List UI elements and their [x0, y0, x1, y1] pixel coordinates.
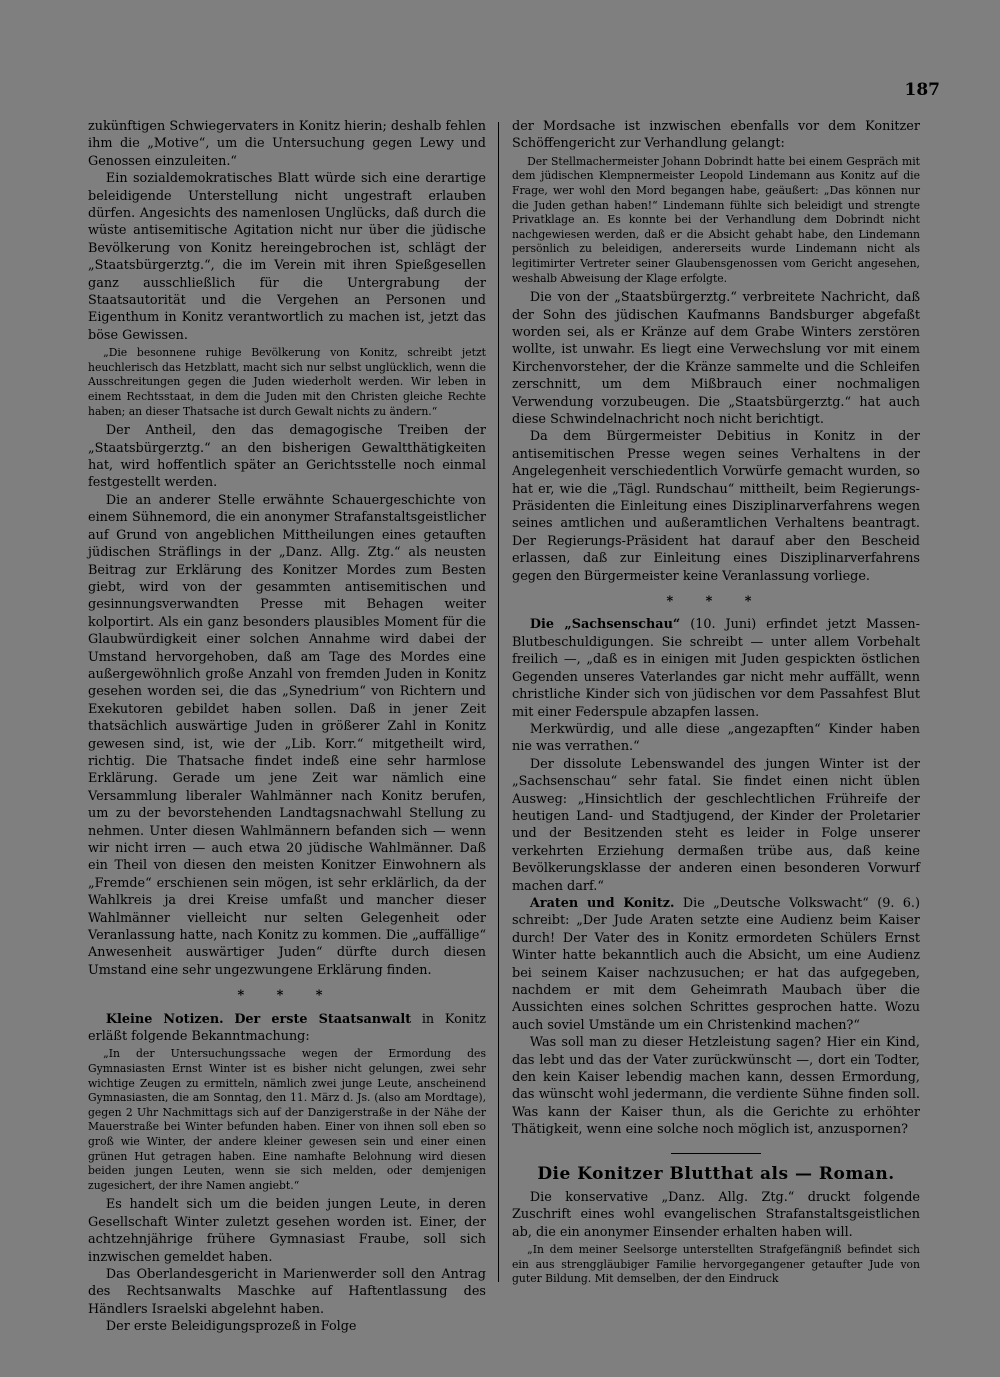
- paragraph: der Mordsache ist inzwischen ebenfalls vor dem Konitzer Schöffengericht zur Verhandlung gelangt:: [512, 119, 920, 152]
- paragraph-sachsenschau: [512, 616, 920, 720]
- horizontal-rule: [671, 1153, 761, 1154]
- paragraph: Der dissolute Lebenswandel des jungen Winter ist der „Sachsenschau“ sehr fatal. Sie findet einen nicht üblen Ausweg: „Hinsichtlich der geschlechtlichen Frühreife der heutigen Land- und Stadtjugend, der Kinder der Proletarier und der Besitzenden steht es leider in Folge unserer verkehrten Erziehung dermaßen trübe aus, daß keine Bevölkerungsklasse der anderen einen besonderen Vorwurf machen darf.“: [512, 756, 920, 894]
- heading-kleine-notizen: Kleine Notizen.: [105, 1011, 224, 1027]
- paragraph-text: (10. Juni) erfindet jetzt Massen-Blutbeschuldigungen. Sie schreibt — unter allem Vorbehalt freilich —, „daß es in einigen mit Juden gespickten östlichen Gegenden unseres Vaterlandes gar nicht mehr auffällt, wenn christliche Kinder sich von jüdischen vor dem Passahfest Blut mit einer Federspule abzapfen lassen.: [512, 617, 920, 720]
- heading-sachsenschau: Die „Sachsenschau“: [529, 617, 681, 633]
- paragraph: Der Antheil, den das demagogische Treiben der „Staatsbürgerztg.“ an den bisherigen Gewaltthätigkeiten hat, wird hoffentlich später an Gerichtsstelle noch einmal festgestellt werden.: [88, 423, 486, 491]
- heading-araten: Araten und Konitz.: [529, 895, 675, 911]
- page-number: 187: [904, 80, 940, 100]
- paragraph: Merkwürdig, und alle diese „angezapften“ Kinder haben nie was verrathen.“: [512, 721, 920, 755]
- paragraph: Die von der „Staatsbürgerztg.“ verbreitete Nachricht, daß der Sohn des jüdischen Kaufmanns Bandsburger abgefaßt worden sei, als er Kränze auf dem Grabe Winters zerstören wollte, ist unwahr. Es liegt eine Verwechslung vor mit einem Kirchenvorsteher, der die Kränze sammelte und die Schleifen zerschnitt, um dem Mißbrauch einer nochmaligen Verwendung vorzubeugen. Die „Staatsbürgerztg.“ hat auch diese Schwindelnachricht noch nicht berichtigt.: [512, 290, 920, 427]
- paragraph: Die an anderer Stelle erwähnte Schauergeschichte von einem Sühnemord, die ein anonymer Strafanstaltsgeistlicher auf Grund von angeblichen Mittheilungen eines getauften jüdischen Sträflings in der „Danz. Allg. Ztg.“ als neusten Beitrag zur Erklärung des Konitzer Mordes zum Besten giebt, wird von der gesammten antisemitischen und gesinnungsverwandten Presse mit Behagen weiter kolportirt. Als ein ganz besonders plausibles Moment für die Glaubwürdigkeit einer solchen Annahme wird dabei der Umstand hervorgehoben, daß am Tage des Mordes eine außergewöhnlich große Anzahl von fremden Juden in Konitz gesehen worden sei, die das „Synedrium“ von Richtern und Exekutoren gebildet haben sollen. Daß in jener Zeit thatsächlich auswärtige Juden in größerer Zahl in Konitz gewesen sind, ist, wie der „Lib. Korr.“ mitgetheilt wird, richtig. Die Thatsache findet indeß eine sehr harmlose Erklärung. Gerade um jene Zeit war nämlich eine Versammlung liberaler Wahlmänner nach Konitz berufen, um zu der bevorstehenden Landtagsnachwahl Stellung zu nehmen. Unter diesen Wahlmännern befanden sich — wenn wir nicht irren — auch etwa 20 jüdische Wahlmänner. Daß ein Theil von diesen den meisten Konitzer Einwohnern als „Fremde“ erschienen sein mögen, ist sehr erklärlich, da der Wahlkreis ja drei Kreise umfaßt und mancher dieser Wahlmänner vielleicht nur selten Gelegenheit oder Veranlassung hatte, nach Konitz zu kommen. Die „auffällige“ Anwesenheit auswärtiger Juden“ dürfte durch diesen Umstand eine sehr ungezwungene Erklärung finden.: [88, 492, 486, 978]
- paragraph-kleine-notizen: [88, 1011, 486, 1046]
- paragraph-text: Die „Deutsche Volkswacht“ (9. 6.) schreibt: „Der Jude Araten setzte eine Audienz beim Kaiser durch! Der Vater des in Konitz ermordeten Schülers Ernst Winter hatte bekanntlich auch die Absicht, um eine Audienz bei seinem Kaiser nachzusuchen; er hat das aufgegeben, nachdem er mit dem Geheimrath Maubach über die Aussichten eines solchen Schrittes gesprochen hatte. Wozu auch soviel Umstände um ein Christenkind machen?“: [512, 895, 920, 1033]
- quotation: Der Stellmachermeister Johann Dobrindt hatte bei einem Gespräch mit dem jüdischen Klempnermeister Leopold Lindemann aus Konitz auf die Frage, wer wohl den Mord begangen habe, geäußert: „Das können nur die Juden gethan haben!“ Lindemann fühlte sich beleidigt und strengte Privatklage an. Es konnte bei der Verhandlung dem Dobrindt nicht nachgewiesen werden, daß er die Absicht gehabt habe, den Lindemann persönlich zu beleidigen, andererseits wurde Lindemann nicht als legitimirter Vertreter seiner Glaubensgenossen vom Gericht angesehen, weshalb Abweisung der Klage erfolgte.: [512, 154, 920, 285]
- right-column: [512, 118, 920, 1298]
- paragraph: Es handelt sich um die beiden jungen Leute, in deren Gesellschaft Winter zuletzt gesehen worden ist. Einer, der achtzehnjährige frühere Gymnasiast Fraube, soll sich inzwischen gemeldet haben.: [88, 1197, 486, 1265]
- quotation: „Die besonnene ruhige Bevölkerung von Konitz, schreibt jetzt heuchlerisch das Hetzblatt, macht sich nur selbst unglücklich, wenn die Ausschreitungen gegen die Juden wiederholt werden. Wir leben in einem Rechtsstaat, in dem die Juden mit den Christen gleiche Rechte haben; an dieser Thatsache ist durch Gewalt nichts zu ändern.“: [88, 346, 486, 418]
- paragraph: Ein sozialdemokratisches Blatt würde sich eine derartige beleidigende Unterstellung nicht ungestraft erlauben dürfen. Angesichts des namenlosen Unglücks, daß durch die wüste antisemitische Agitation nicht nur über die jüdische Bevölkerung von Konitz hereingebrochen ist, schlägt der „Staatsbürgerztg.“, die im Verein mit ihren Spießgesellen ganz ausschließlich für die Untergrabung der Staatsautorität und die Vergehen an Personen und Eigenthum in Konitz verantwortlich zu machen ist, jetzt das böse Gewissen.: [88, 171, 486, 343]
- section-separator: * * *: [237, 988, 337, 1004]
- paragraph: Die konservative „Danz. Allg. Ztg.“ druckt folgende Zuschrift eines wohl evangelischen Strafanstaltsgeistlichen ab, die ein anonymer Einsender erhalten haben will.: [512, 1190, 920, 1240]
- section-separator: * * *: [666, 594, 766, 610]
- paragraph: zukünftigen Schwiegervaters in Konitz hierin; deshalb fehlen ihm die „Motive“, um die Untersuchung gegen Lewy und Genossen einzuleiten.“: [88, 119, 486, 169]
- left-column: [88, 118, 487, 1335]
- quotation: „In dem meiner Seelsorge unterstellten Strafgefängniß befindet sich ein aus strenggläubiger Familie hervorgegangener getaufter Jude von guter Bildung. Mit demselben, der den Eindruck: [512, 1243, 920, 1286]
- paragraph-araten: [512, 895, 920, 1034]
- paragraph: Das Oberlandesgericht in Marienwerder soll den Antrag des Rechtsanwalts Maschke auf Haftentlassung des Händlers Israelski abgelehnt haben.: [88, 1267, 486, 1317]
- column-divider: [498, 122, 499, 1282]
- paragraph: Was soll man zu dieser Hetzleistung sagen? Hier ein Kind, das lebt und das der Vater zurückwünscht —, dort ein Todter, den kein Kaiser lebendig machen kann, dessen Ermordung, das wünscht wohl jedermann, die verdiente Sühne finden soll. Was kann der Kaiser thun, als die Gerichte zu erhöhter Thätigkeit, wenn eine solche noch möglich ist, anzuspornen?: [512, 1035, 920, 1138]
- quotation: „In der Untersuchungssache wegen der Ermordung des Gymnasiasten Ernst Winter ist es bisher nicht gelungen, zwei sehr wichtige Zeugen zu ermitteln, nämlich zwei junge Leute, anscheinend Gymnasiasten, die am Sonntag, den 11. März d. Js. (also am Mordtage), gegen 2 Uhr Nachmittags sich auf der Danzigerstraße in der Nähe der Mauerstraße bei Winter befunden haben. Einer von ihnen soll eben so groß wie Winter, der andere kleiner gewesen sein und einer einen grünen Hut getragen haben. Eine namhafte Belohnung wird diesen beiden jungen Leuten, wenn sie sich melden, oder demjenigen zugesichert, der ihre Namen angiebt.“: [88, 1047, 486, 1192]
- section-title: Die Konitzer Blutthat als — Roman.: [537, 1163, 895, 1184]
- heading-staatsanwalt: Der erste Staatsanwalt: [234, 1011, 412, 1027]
- paragraph: Der erste Beleidigungsprozeß in Folge: [105, 1319, 357, 1335]
- paragraph: Da dem Bürgermeister Debitius in Konitz in der antisemitischen Presse wegen seines Verhaltens in der Angelegenheit verschiedentlich Vorwürfe gemacht wurden, so hat er, wie die „Tägl. Rundschau“ mittheilt, beim Regierungs-Präsidenten die Einleitung eines Disziplinarverfahrens wegen seines amtlichen und außeramtlichen Verhaltens beantragt. Der Regierungs-Präsident hat darauf aber den Bescheid erlassen, daß zur Einleitung eines Disziplinarverfahrens gegen den Bürgermeister keine Veranlassung vorliege.: [512, 429, 920, 584]
- paragraph-text: in Konitz erläßt folgende Bekanntmachung:: [88, 1011, 487, 1045]
